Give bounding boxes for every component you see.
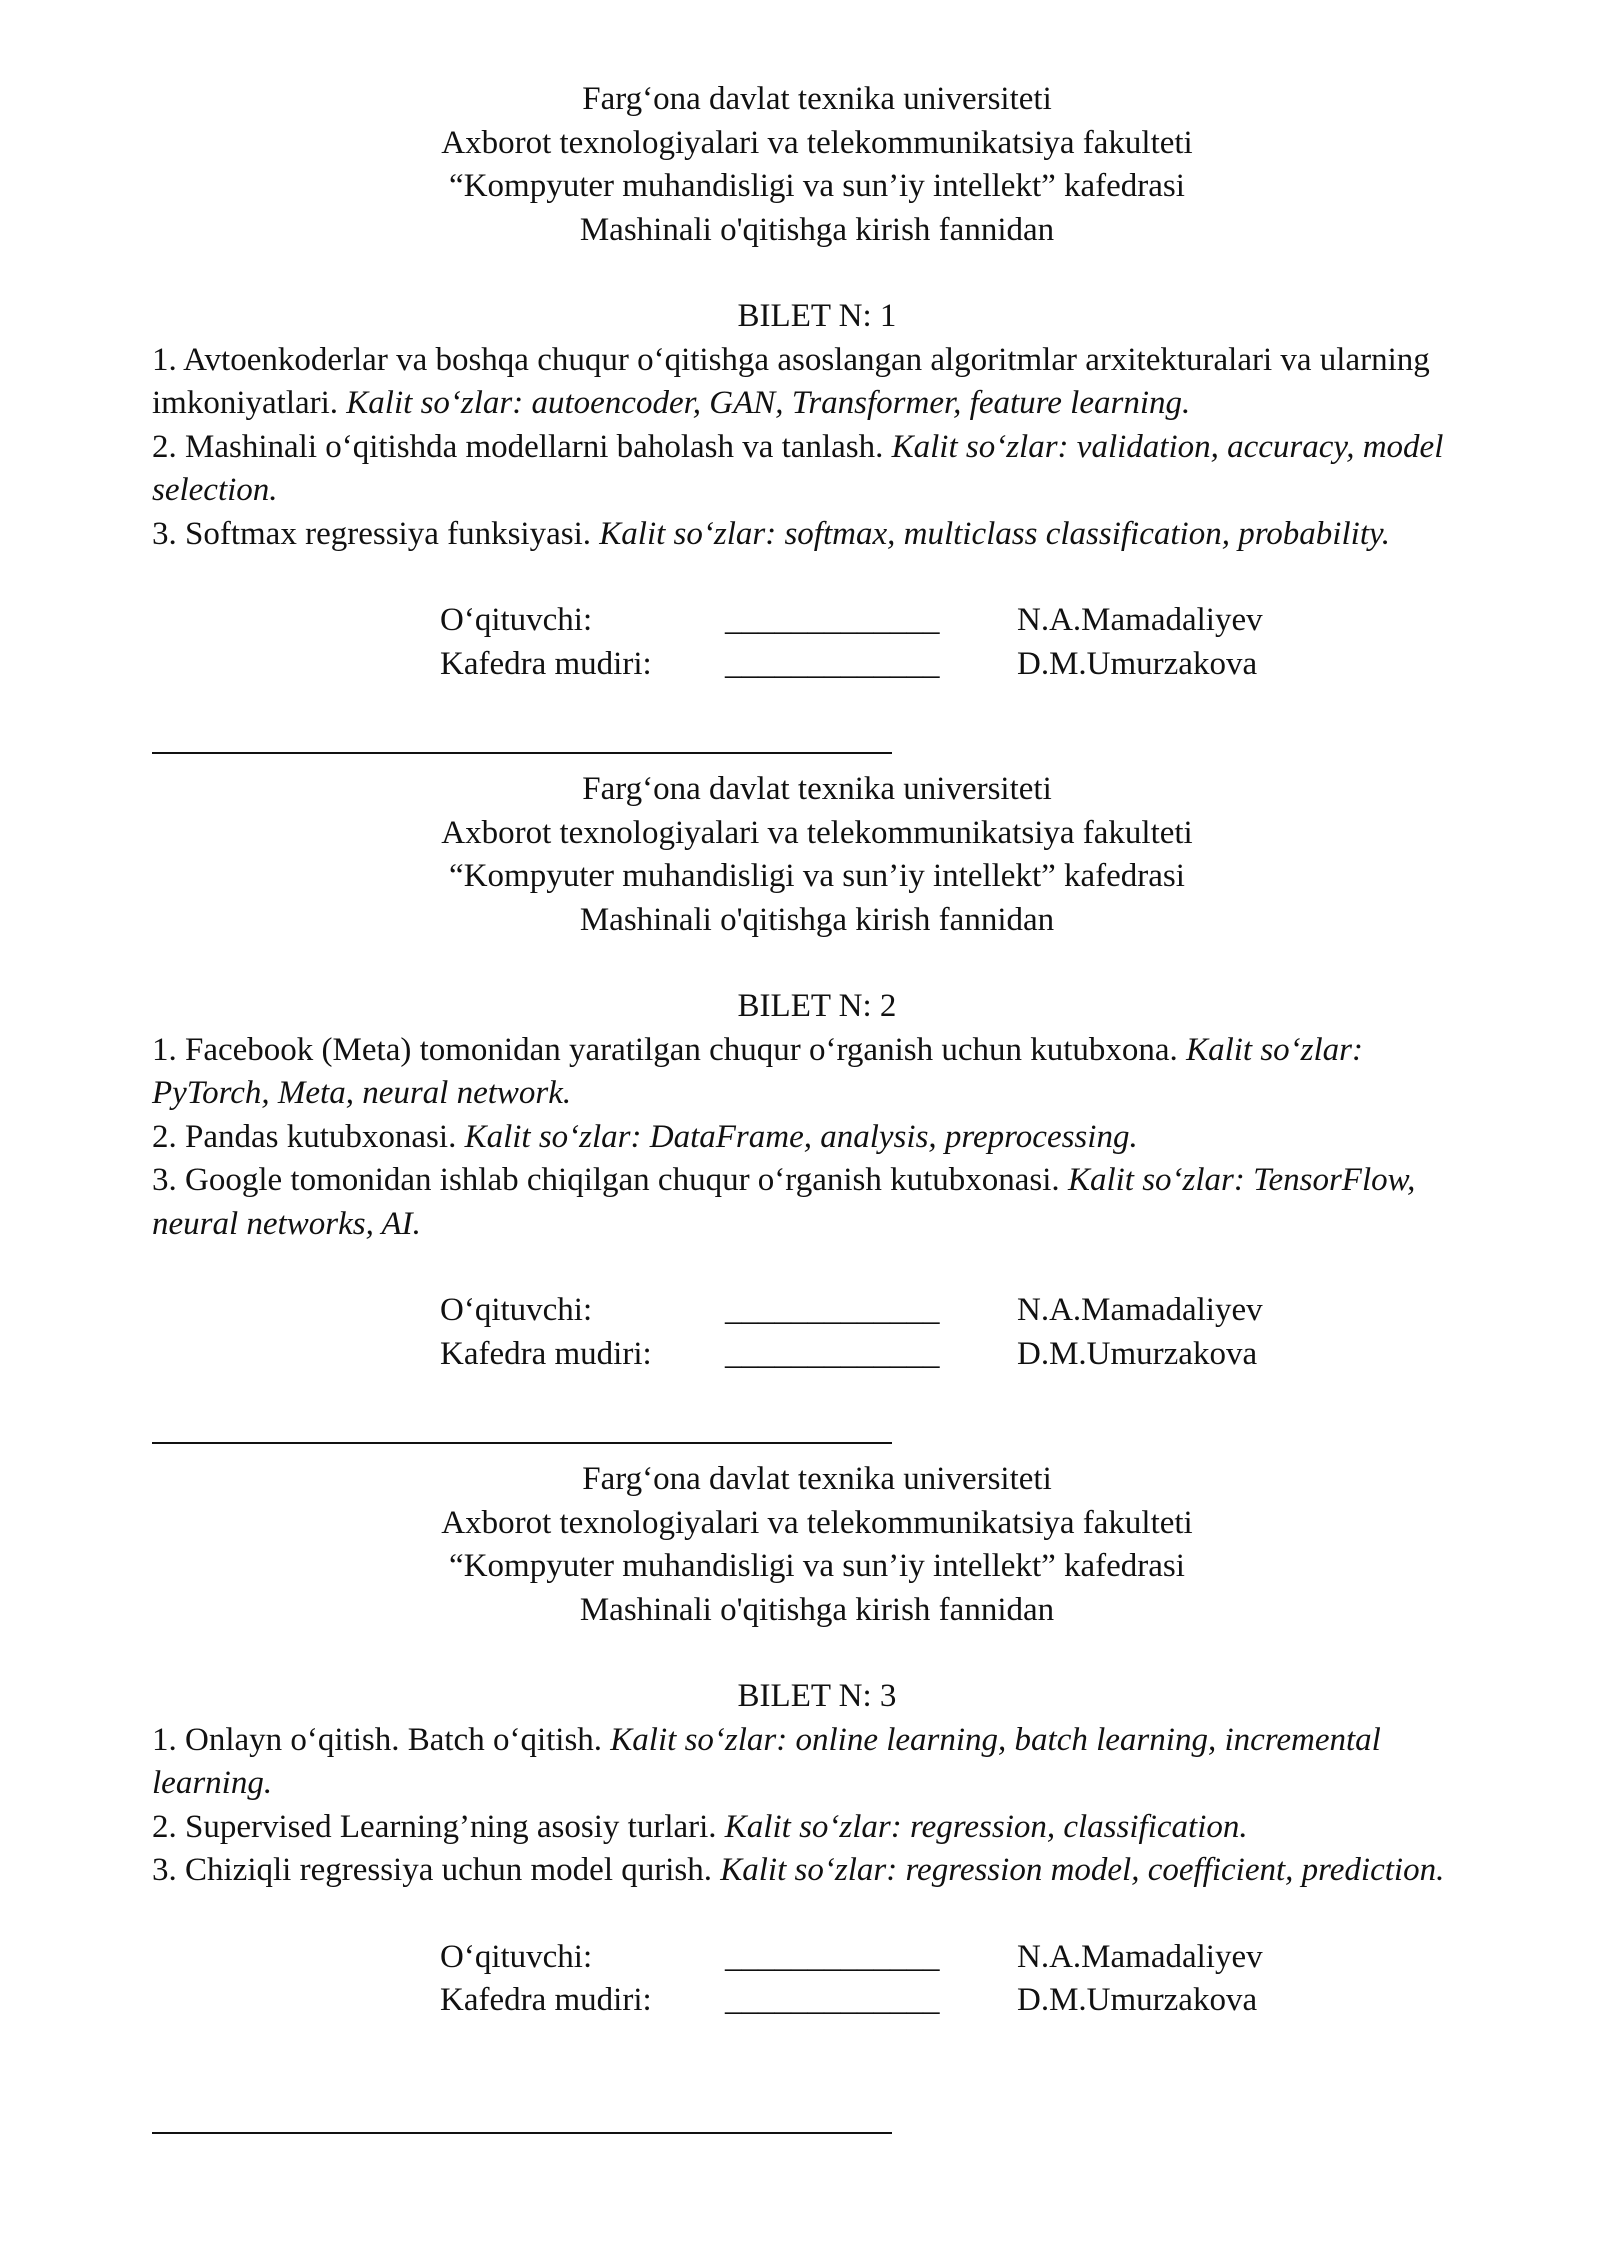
question-keywords: Kalit so‘zlar: softmax, multiclass classification, probability. xyxy=(599,515,1391,552)
question-text: 3. Google tomonidan ishlab chiqilgan chuqur o‘rganish kutubxonasi. xyxy=(152,1162,1068,1198)
signature-line: _____________ xyxy=(725,1292,940,1328)
signature-row-head xyxy=(152,1333,1482,1377)
signature-role: O‘qituvchi: xyxy=(440,1938,593,1975)
ticket-2 xyxy=(152,768,1482,1458)
signature-name: N.A.Mamadaliyev xyxy=(1017,1292,1263,1328)
ticket-separator xyxy=(152,2132,892,2134)
question-keywords: Kalit so‘zlar: DataFrame, analysis, preprocessing. xyxy=(464,1118,1138,1155)
ticket-header xyxy=(152,1458,1482,1632)
department-name: “Kompyuter muhandisligi va sun’iy intellekt” kafedrasi xyxy=(449,168,1185,204)
question-keywords: Kalit so‘zlar: autoencoder, GAN, Transformer, feature learning. xyxy=(346,385,1191,421)
question-3 xyxy=(152,1849,1482,1893)
document-page xyxy=(152,78,1482,2148)
signature-row-head xyxy=(152,643,1482,687)
ticket-title: BILET N: 1 xyxy=(737,298,897,334)
signature-name: D.M.Umurzakova xyxy=(1017,1335,1258,1372)
signature-role: Kafedra mudiri: xyxy=(440,1335,652,1372)
question-3 xyxy=(152,1159,1482,1246)
signature-name: D.M.Umurzakova xyxy=(1017,645,1258,682)
question-text: 2. Pandas kutubxonasi. xyxy=(152,1118,465,1155)
signature-name: N.A.Mamadaliyev xyxy=(1017,1938,1263,1975)
question-keywords: Kalit so‘zlar: regression model, coefficient, prediction. xyxy=(720,1852,1445,1888)
question-keywords: Kalit so‘zlar: regression, classification. xyxy=(724,1808,1248,1845)
signature-line: _____________ xyxy=(725,645,940,682)
subject-name: Mashinali o'qitishga kirish fannidan xyxy=(579,211,1055,248)
question-keywords: Kalit so‘zlar: PyTorch, Meta, neural network. xyxy=(152,1031,1364,1111)
department-name: “Kompyuter muhandisligi va sun’iy intellekt” kafedrasi xyxy=(449,858,1185,894)
ticket-separator xyxy=(152,1442,892,1444)
question-text: 3. Chiziqli regressiya uchun model qurish. xyxy=(152,1852,721,1888)
ticket-header xyxy=(152,78,1482,252)
faculty-name: Axborot texnologiyalari va telekommunikatsiya fakulteti xyxy=(441,814,1193,851)
signature-name: D.M.Umurzakova xyxy=(1017,1982,1258,2018)
ticket-title: BILET N: 2 xyxy=(737,988,897,1024)
question-2 xyxy=(152,426,1482,513)
question-text: 1. Onlayn o‘qitish. Batch o‘qitish. xyxy=(152,1721,611,1758)
signature-block xyxy=(152,1936,1482,2023)
signature-block xyxy=(152,1289,1482,1376)
signature-role: Kafedra mudiri: xyxy=(440,1982,652,2018)
signature-role: O‘qituvchi: xyxy=(440,1292,593,1328)
ticket-3 xyxy=(152,1458,1482,2148)
signature-row-teacher xyxy=(152,1289,1482,1333)
question-1 xyxy=(152,339,1482,426)
question-1 xyxy=(152,1029,1482,1116)
university-name: Farg‘ona davlat texnika universiteti xyxy=(582,771,1052,807)
question-list xyxy=(152,1029,1482,1247)
signature-row-teacher xyxy=(152,1936,1482,1980)
ticket-header xyxy=(152,768,1482,942)
signature-role: O‘qituvchi: xyxy=(440,602,593,638)
signature-line: _____________ xyxy=(725,1335,940,1372)
question-list xyxy=(152,339,1482,557)
university-name: Farg‘ona davlat texnika universiteti xyxy=(582,81,1052,117)
question-2 xyxy=(152,1116,1482,1160)
faculty-name: Axborot texnologiyalari va telekommunikatsiya fakulteti xyxy=(441,1504,1193,1541)
question-list xyxy=(152,1719,1482,1893)
signature-role: Kafedra mudiri: xyxy=(440,645,652,682)
question-3 xyxy=(152,513,1482,557)
subject-name: Mashinali o'qitishga kirish fannidan xyxy=(579,901,1055,938)
question-2 xyxy=(152,1806,1482,1850)
question-text: 1. Facebook (Meta) tomonidan yaratilgan chuqur o‘rganish uchun kutubxona. xyxy=(152,1031,1187,1068)
faculty-name: Axborot texnologiyalari va telekommunikatsiya fakulteti xyxy=(441,124,1193,161)
signature-block xyxy=(152,599,1482,686)
question-keywords: Kalit so‘zlar: online learning, batch learning, incremental learning. xyxy=(152,1721,1381,1801)
question-keywords: Kalit so‘zlar: TensorFlow, neural networks, AI. xyxy=(152,1162,1416,1242)
signature-name: N.A.Mamadaliyev xyxy=(1017,602,1263,638)
question-text: 1. Avtoenkoderlar va boshqa chuqur o‘qitishga asoslangan algoritmlar arxitekturalari va ularning imkoniyatlari. xyxy=(152,341,1430,421)
university-name: Farg‘ona davlat texnika universiteti xyxy=(582,1461,1052,1497)
question-text: 3. Softmax regressiya funksiyasi. xyxy=(152,515,600,552)
ticket-title: BILET N: 3 xyxy=(737,1678,897,1714)
signature-line: _____________ xyxy=(725,602,940,638)
ticket-separator xyxy=(152,752,892,754)
subject-name: Mashinali o'qitishga kirish fannidan xyxy=(579,1591,1055,1628)
question-text: 2. Mashinali o‘qitishda modellarni baholash va tanlash. xyxy=(152,428,892,465)
ticket-1 xyxy=(152,78,1482,768)
signature-row-teacher xyxy=(152,599,1482,643)
question-1 xyxy=(152,1719,1482,1806)
department-name: “Kompyuter muhandisligi va sun’iy intellekt” kafedrasi xyxy=(449,1548,1185,1584)
signature-line: _____________ xyxy=(725,1982,940,2018)
question-keywords: Kalit so‘zlar: validation, accuracy, model selection. xyxy=(152,428,1444,508)
question-text: 2. Supervised Learning’ning asosiy turlari. xyxy=(152,1808,725,1845)
signature-row-head xyxy=(152,1979,1482,2023)
signature-line: _____________ xyxy=(725,1938,940,1975)
